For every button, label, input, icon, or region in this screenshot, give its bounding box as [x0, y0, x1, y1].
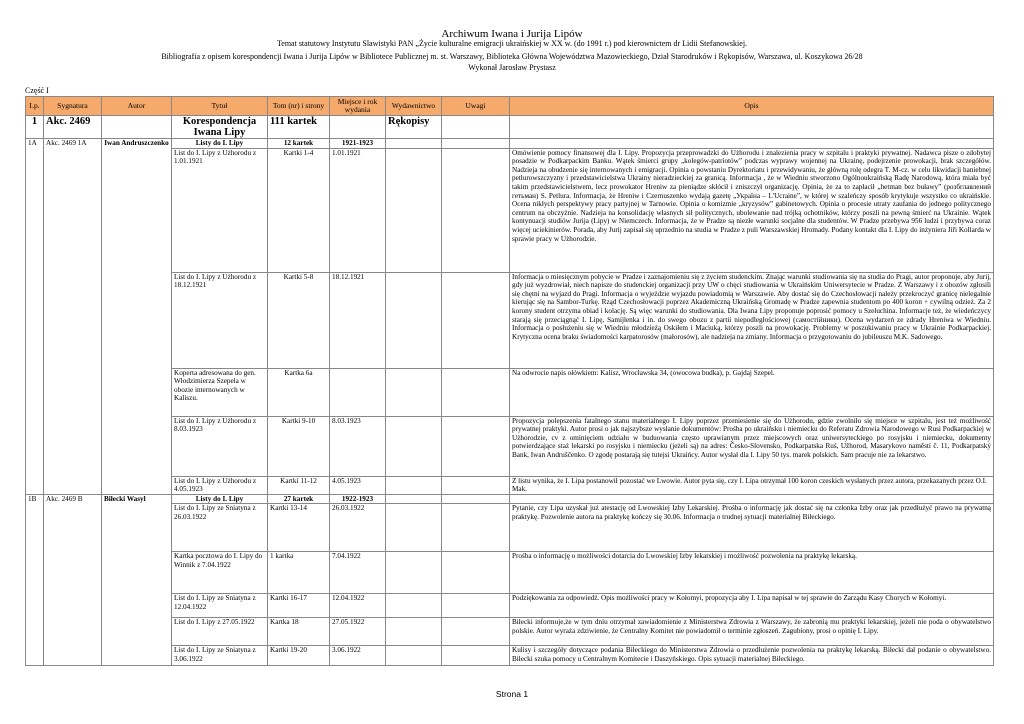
row-date: 4.05.1923 [330, 476, 386, 494]
row-date: 3.06.1922 [330, 646, 386, 666]
row-date: 7.04.1922 [330, 552, 386, 594]
col-header-uwagi: Uwagi [442, 97, 510, 116]
section-row [26, 116, 994, 139]
group-row-b [26, 494, 994, 504]
group-years: 1921-1923 [330, 139, 386, 149]
group-author: Biłecki Wasyl [102, 494, 172, 666]
group-author: Iwan Andruszczenko [102, 139, 172, 495]
group-row-a [26, 139, 994, 149]
table-row [26, 552, 994, 594]
row-description: Biłecki informuje,że w tym dniu otrzymał zawiadomienie z Ministerstwa Zdrowia z Warszawy, że zabronią mu praktyki lekarskiej, jeżeli nie poda o obywatelstwo polskie. Autor wyraża zdziwienie, że Centralny Komitet nie powiadomił o terminie zgłoszeń. Zagubiony, prosi o opinię I. Lipy. [510, 618, 994, 646]
row-title: List do I. Lipy z Użhorodu z 1.01.1921 [172, 148, 268, 272]
group-lp: 1B [26, 494, 44, 666]
group-sygnatura: Akc. 2469 1A [44, 139, 102, 495]
row-description: Z listu wynika, że I. Lipa postanowił pozostać we Lwowie. Autor pyta się, czy I. Lipa otrzymał 100 koron czeskich wysłanych przez autora, przekazanych przez O.I. Mak. [510, 476, 994, 494]
table-row [26, 148, 994, 272]
row-tom: Kartki 9-10 [268, 416, 330, 476]
group-sygnatura: Akc. 2469 B [44, 494, 102, 666]
row-description: Informacja o miesięcznym pobycie w Pradze i zaznajomieniu się z życiem studenckim. Znając warunki studiowania się na studia do Pragi, autor proponuje, aby Jurij, gdy już wyzdrowiał, niech napisze do studenckiej organizacji przy UW o chęci studiowania w Ukraińskim Uniwersytecie w Pradze. Z Warszawy i z obozów zgłosili się chętni na wyjazd do Pragi. Informacja o wyjeździe wyjazdu powiadomią w Warszawie. Aby dostać się do Czechosłowacji należy przekroczyć granicę nielegalnie kierując się na Sambor-Turkę. Rząd Czechosłowacji poprzez Akademiczną Ukraińską Gromadę w Pradze zapewnia studentom po 400 koron + cywilną odzież. Za 2 korony student otrzyma obiad i kolację. Są więc warunki do studiowania. Dla Iwana Lipy proponuje poprosić pomocy u Szełuchina. Informacje też, że wiedeńczycy starają się przeciągnąć I. Lipę, Samijlenka i in. do swego obozu z partii niepodległościowej (самостійники). Ocena wydarzeń ze zdrady Hreniwa w Wiedniu. Informacja o posłużeniu się w Wiedniu młodzieżą Oskiłem i Maciuką, którzy poszli na prowokację. Problemy w poszukiwaniu pracy w Ukrainie Podkarpackiej. Krytyczna ocena braku świadomości karpatorosów (małorosów), ale nadzieja na zmiany. Informacja o przygotowaniu do jubileuszu M.K. Sadowego. [510, 272, 994, 368]
row-title: List do I. Lipy z Użhorodu z 4.05.1923 [172, 476, 268, 494]
row-description: Propozycja polepszenia fatalnego stanu materialnego I. Lipy poprzez przeniesienie się do Użhorodu, gdzie zwolniło się miejsce w szpitalu, jest też możliwość prywatnej praktyki. Autor prosi o jak najszybsze wysłanie dokumentów: Prośba po ukraińsku i niemiecku do Referatu Zdrowia Narodowego w Rusi Podkarpackiej w Użhorodzie, cv z ominięciem udziału w buduowania często uprawianym przez miejscowych oraz uniwersyteckiego po rosyjsku i niemiecku, dokumenty potwierdzające staż lekarski po rosyjsku i niemiecku (jeżeli są) na adres: Česko-Slovensko, Podkarpatska Ruś, Užhorod, Masarykovo naměstí č. 11, Podkarpatský Bank, Iwan Andruščenko. O zgodę postarają się tutejsi Ukraińcy. Autor wysłał dla I. Lipy 50 tys. marek polskich. Sam pracuje nie za lekarstwo. [510, 416, 994, 476]
col-header-wydawnictwo: Wydawnictwo [386, 97, 442, 116]
table-row [26, 368, 994, 416]
group-title: Listy do I. Lipy [172, 494, 268, 504]
row-date: 27.05.1922 [330, 618, 386, 646]
section-tom: 111 kartek [268, 116, 330, 139]
col-header-tom: Tom (nr) i strony [268, 97, 330, 116]
row-title: Kartka pocztowa do I. Lipy do Winnik z 7.04.1922 [172, 552, 268, 594]
row-title: List do I. Lipy ze Sniatyna z 3.06.1922 [172, 646, 268, 666]
row-title: List do I. Lipy ze Sniatyna z 26.03.1922 [172, 504, 268, 552]
header-line-1: Temat statutowy Instytutu Slawistyki PAN „Życie kulturalne emigracji ukraińskiej w XX w. (do 1991 r.) pod kierownictem dr Lidii Stefanowskiej. [276, 39, 748, 48]
row-date: 8.03.1923 [330, 416, 386, 476]
table-row [26, 504, 994, 552]
bibliography-table [25, 96, 994, 666]
header-line-3: Wykonał Jarosław Prystasz [468, 63, 556, 72]
col-header-autor: Autor [102, 97, 172, 116]
col-header-sygnatura: Sygnatura [44, 97, 102, 116]
row-description: Na odwrocie napis ołówkiem: Kalisz, Wrocławska 34, (owocowa budka), p. Gajdaj Szepel. [510, 368, 994, 416]
table-header-row [26, 97, 994, 116]
group-lp: 1A [26, 139, 44, 495]
part-label: Część I [25, 86, 49, 95]
row-tom: Kartki 16-17 [268, 594, 330, 618]
row-tom: Kartki 1-4 [268, 148, 330, 272]
row-title: List do I. Lipy z Użhorodu z 8.03.1923 [172, 416, 268, 476]
document-title: Archiwum Iwana i Jurija Lipów [441, 28, 583, 40]
row-description: Omówienie pomocy finansowej dla I. Lipy. Propozycja przeprowadzki do Użhorodu i znalezienia pracy w szpitalu i praktyki prywatnej. Nadawca pisze o zdobytej posadzie w Podkarpackim Banku. Wątek śmierci grupy „kolegów-patriotów” podczas wyprawy wojennej na Ukrainę, podejrzenie prowokacji, brak szczegółów. Nadzieja na obudzenie się internowanych i emigracji. Opinia o powstaniu Dyrektoriatu i przewidywaniu, że główną rolę odegra T. M-cz. w celu likwidacji haniebnej petlurowszczyzny i przedstawicielstwa Ukrainy nieradzieckiej za granicą. Informacja , że w Wiedniu stworzono Ogólnoukraińską Radę Narodową, która miała być takim przedstawicielstwem, lecz prowokator Hreniw za pieniądze skłócił i zniszczył organizację. Opinia, że za to zapłacił „hetman bez buławy” (розбглавлений гетьман) S. Petlura. Informacja, że Hreniw i Czernuszenko wydają gazetę „Україна – L'Ucraine”, w której w szaleńczy sposób krytykuje wszystko co ukraińskie. Ocena nikłych perspektywy pracy partyjnej w Tarnowie. Opinia o komizmie „kryzysów” gabinetowych. Opinia o procesie utraty zaufania do jednego politycznego centrum na obczyźnie. Nadzieja na konsolidację własnych sił politycznych, ubolewanie nad trójką ochotników, którzy poszli na pewną śmierć na Ukrainie. Wątek kontynuacji studiów Jurija (Lipy) w Niemczech. Informacja, że w Pradze są niezłe warunki socjalne dla studentów. W Pradze przebywa 956 ludzi i przybywa coraz więcej uciekinierów. Porada, aby Jurij zapisał się uprzednio na studia w Pradze z puli Warszawskiej Hromady. Podany kontakt dla I. Lipy do inżyniera Jiři Kollarda w sprawie pracy w Użhorodzie. [510, 148, 994, 272]
table-row [26, 594, 994, 618]
row-tom: Kartka 6a [268, 368, 330, 416]
table-row [26, 416, 994, 476]
table-row [26, 618, 994, 646]
col-header-lp: Lp. [26, 97, 44, 116]
table-row [26, 646, 994, 666]
table-row [26, 272, 994, 368]
row-date: 1.01.1921 [330, 148, 386, 272]
row-date [330, 368, 386, 416]
table-row [26, 476, 994, 494]
row-title: List do I. Lipy ze Sniatyna z 12.04.1922 [172, 594, 268, 618]
row-date: 26.03.1922 [330, 504, 386, 552]
row-tom: 1 kartka [268, 552, 330, 594]
group-years: 1922-1923 [330, 494, 386, 504]
row-description: Pytanie, czy Lipa uzyskał już atestację od Lwowskiej Izby Lekarskiej. Prośba o informację jak dostać się na członka Izby oraz jak przedłużyć prawo na prywatną praktykę. Pozwolenie autora na praktykę kończy się 30.06. Informacja o trudnej sytuacji materialnej Biłeckiego. [510, 504, 994, 552]
group-title: Listy do I. Lipy [172, 139, 268, 149]
col-header-miejsce: Miejsce i rok wydania [330, 97, 386, 116]
row-tom: Kartki 5-8 [268, 272, 330, 368]
row-tom: Kartki 19-20 [268, 646, 330, 666]
row-tom: Kartki 11-12 [268, 476, 330, 494]
col-header-tytul: Tytuł [172, 97, 268, 116]
row-title: List do I. Lipy z 27.05.1922 [172, 618, 268, 646]
col-header-opis: Opis [510, 97, 994, 116]
row-title: List do I. Lipy z Użhorodu z 18.12.1921 [172, 272, 268, 368]
row-description: Kulisy i szczegóły dotyczące podania Biłeckiego do Ministerstwa Zdrowia o przedłużenie pozwolenia na praktykę lekarską. Biłecki dał podanie o obywatelstwo. Biłecki szuka pomocy u Centralnym Komitecie i Daszyńskiego. Opis sytuacji materialnej Biłeckiego. [510, 646, 994, 666]
row-tom: Kartki 13-14 [268, 504, 330, 552]
row-description: Podziękowania za odpowiedź. Opis możliwości pracy w Kołomyi, propozycja aby I. Lipa napisał w tej sprawie do Zarządu Kasy Chorych w Kołomyi. [510, 594, 994, 618]
group-tom: 27 kartek [268, 494, 330, 504]
section-sygnatura: Akc. 2469 [44, 116, 102, 139]
header-line-2: Bibliografia z opisem korespondencji Iwana i Jurija Lipów w Bibliotece Publicznej m. st. Warszawy, Biblioteka Główna Województwa Mazowieckiego, Dział Starodruków i Rękopisów, Warszawa, ul. Koszykowa 26/28 [161, 52, 863, 61]
row-tom: Kartka 18 [268, 618, 330, 646]
section-title: Korespondencja Iwana Lipy [172, 116, 268, 139]
section-lp: 1 [26, 116, 44, 139]
section-wydawnictwo: Rękopisy [386, 116, 442, 139]
page-number: Strona 1 [495, 689, 529, 699]
row-date: 12.04.1922 [330, 594, 386, 618]
row-title: Koperta adresowana do gen. Włodzimierza Szepela w obozie internowanych w Kaliszu. [172, 368, 268, 416]
group-tom: 12 kartek [268, 139, 330, 149]
row-date: 18.12.1921 [330, 272, 386, 368]
row-description: Prośba o informację o możliwości dotarcia do Lwowskiej Izby lekarskiej i możliwość pozwolenia na praktykę lekarską. [510, 552, 994, 594]
